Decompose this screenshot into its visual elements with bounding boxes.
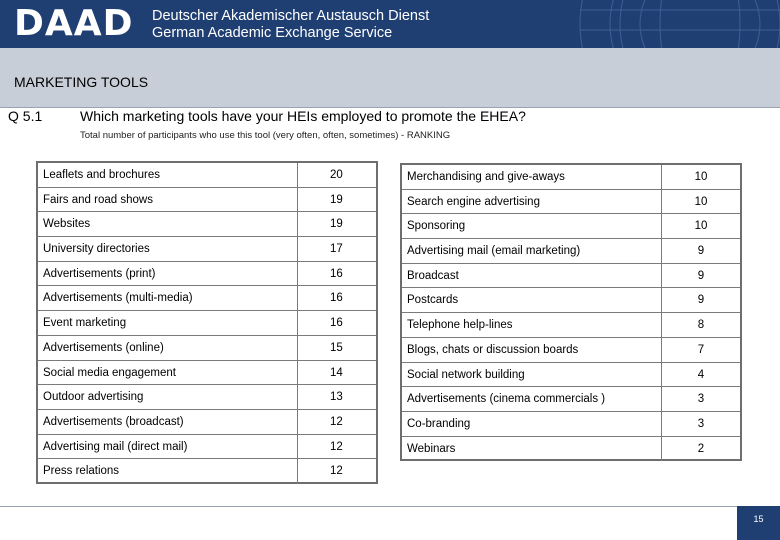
table-row bbox=[402, 288, 740, 313]
ranking-table-left bbox=[36, 161, 378, 484]
tool-count: 12 bbox=[330, 465, 343, 478]
table-row bbox=[38, 459, 376, 484]
tool-label: Telephone help-lines bbox=[402, 313, 662, 337]
tool-count: 10 bbox=[694, 195, 708, 208]
tool-label: Advertisements (broadcast) bbox=[38, 410, 298, 434]
table-row bbox=[38, 361, 376, 386]
table-row bbox=[38, 212, 376, 237]
table-row bbox=[402, 165, 740, 190]
tool-count: 10 bbox=[694, 220, 708, 233]
table-row bbox=[402, 239, 740, 264]
tool-count: 16 bbox=[330, 267, 343, 280]
page-number: 15 bbox=[753, 514, 764, 524]
tool-count: 16 bbox=[330, 292, 343, 305]
tool-count: 3 bbox=[697, 417, 705, 430]
tool-label: Advertising mail (direct mail) bbox=[38, 435, 298, 459]
table-row bbox=[402, 190, 740, 215]
table-row bbox=[38, 188, 376, 213]
table-row bbox=[402, 363, 740, 388]
tool-label: Co-branding bbox=[402, 412, 662, 436]
table-row bbox=[38, 435, 376, 460]
tool-count: 10 bbox=[694, 171, 708, 183]
tool-label: Social media engagement bbox=[38, 361, 298, 385]
table-row bbox=[38, 163, 376, 188]
tool-label: Leaflets and brochures bbox=[38, 163, 298, 187]
tool-label: Press relations bbox=[38, 459, 298, 484]
tool-count: 2 bbox=[697, 442, 705, 455]
tool-label: Merchandising and give-aways bbox=[402, 165, 662, 189]
globe-pattern-graphic bbox=[400, 0, 780, 48]
table-row bbox=[38, 237, 376, 262]
org-name-german: Deutscher Akademischer Austausch Dienst bbox=[152, 8, 430, 24]
header-bar bbox=[0, 0, 780, 48]
question-subtitle: Total number of participants who use this tool (very often, often, sometimes) - RANKING bbox=[80, 130, 451, 141]
tool-label: Postcards bbox=[402, 288, 662, 312]
tool-label: Advertisements (online) bbox=[38, 336, 298, 360]
title-band bbox=[0, 48, 780, 108]
tool-label: Websites bbox=[38, 212, 298, 236]
tool-count: 3 bbox=[697, 393, 705, 406]
tool-count: 17 bbox=[330, 243, 343, 256]
tool-label: Fairs and road shows bbox=[38, 188, 298, 212]
tool-label: Broadcast bbox=[402, 264, 662, 288]
organization-name bbox=[152, 8, 429, 42]
table-row bbox=[38, 385, 376, 410]
question-text: Which marketing tools have your HEIs employed to promote the EHEA? bbox=[80, 108, 526, 124]
table-row bbox=[402, 412, 740, 437]
tool-count: 12 bbox=[330, 415, 343, 428]
tool-count: 19 bbox=[330, 218, 343, 231]
table-row bbox=[402, 214, 740, 239]
tool-count: 9 bbox=[697, 245, 705, 258]
table-row bbox=[38, 262, 376, 287]
tool-label: Webinars bbox=[402, 437, 662, 462]
tool-label: Advertisements (multi-media) bbox=[38, 286, 298, 310]
question-number: Q 5.1 bbox=[8, 108, 43, 124]
org-name-english: German Academic Exchange Service bbox=[152, 25, 393, 41]
tool-count: 4 bbox=[697, 368, 705, 381]
tool-label: Social network building bbox=[402, 363, 662, 387]
ranking-table-right bbox=[400, 163, 742, 461]
tool-count: 19 bbox=[330, 193, 343, 206]
table-row bbox=[38, 410, 376, 435]
table-row bbox=[402, 437, 740, 462]
daad-logo: DAAD bbox=[14, 3, 134, 44]
table-row bbox=[402, 387, 740, 412]
tool-count: 7 bbox=[697, 343, 705, 356]
table-row bbox=[38, 311, 376, 336]
table-row bbox=[402, 264, 740, 289]
tool-count: 8 bbox=[697, 319, 705, 332]
tool-count: 14 bbox=[330, 366, 343, 379]
table-row bbox=[38, 336, 376, 361]
tool-label: Advertisements (print) bbox=[38, 262, 298, 286]
page-number-box bbox=[737, 506, 780, 540]
tool-label: Advertisements (cinema commercials ) bbox=[402, 387, 662, 411]
footer-divider bbox=[0, 506, 780, 507]
tool-count: 9 bbox=[697, 294, 705, 307]
tool-count: 9 bbox=[697, 269, 705, 282]
table-row bbox=[402, 338, 740, 363]
tool-count: 15 bbox=[330, 341, 343, 354]
tool-count: 12 bbox=[330, 440, 343, 453]
tool-label: University directories bbox=[38, 237, 298, 261]
tool-count: 13 bbox=[330, 391, 343, 404]
section-title: MARKETING TOOLS bbox=[14, 74, 149, 90]
tool-count: 16 bbox=[330, 317, 343, 330]
tool-label: Sponsoring bbox=[402, 214, 662, 238]
tool-label: Search engine advertising bbox=[402, 190, 662, 214]
tool-label: Advertising mail (email marketing) bbox=[402, 239, 662, 263]
table-row bbox=[38, 286, 376, 311]
tool-label: Outdoor advertising bbox=[38, 385, 298, 409]
tool-label: Event marketing bbox=[38, 311, 298, 335]
tool-count: 20 bbox=[330, 169, 343, 181]
table-row bbox=[402, 313, 740, 338]
tool-label: Blogs, chats or discussion boards bbox=[402, 338, 662, 362]
